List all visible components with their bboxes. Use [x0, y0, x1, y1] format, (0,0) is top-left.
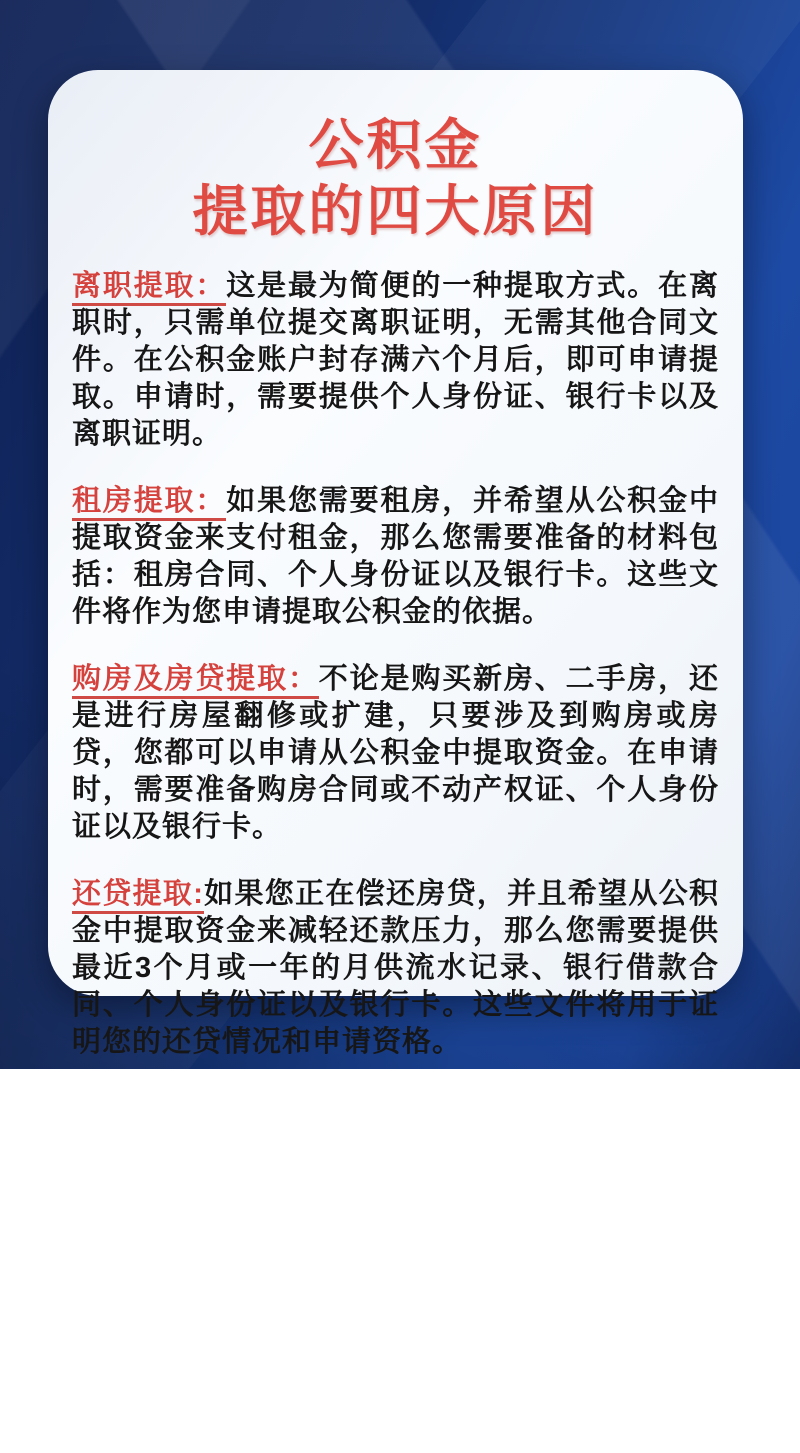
title-line-1: 公积金: [308, 114, 483, 176]
section-resignation-withdrawal: [72, 268, 719, 453]
title-line-2: 提取的四大原因: [192, 180, 599, 242]
section-body-purchase-mortgage: 不论是购买新房、二手房，还是进行房屋翻修或扩建，只要涉及到购房或房贷，您都可以申请从公积金中提取资金。在申请时，需要准备购房合同或不动产权证、个人身份证以及银行卡。: [72, 663, 719, 843]
section-purchase-mortgage-withdrawal: [72, 661, 719, 846]
section-rent-withdrawal: [72, 483, 719, 631]
section-body-loan-repayment: 如果您正在偿还房贷，并且希望从公积金中提取资金来减轻还款压力，那么您需要提供最近3个月或一年的月供流水记录、银行借款合同、个人身份证以及银行卡。这些文件将用于证明您的还贷情况和申请资格。: [72, 878, 719, 1058]
section-heading-rent: 租房提取：: [72, 485, 226, 521]
section-body-resignation: 这是最为简便的一种提取方式。在离职时，只需单位提交离职证明，无需其他合同文件。在公积金账户封存满六个月后，即可申请提取。申请时，需要提供个人身份证、银行卡以及离职证明。: [72, 270, 719, 450]
info-card: [48, 70, 743, 1058]
section-heading-loan-repayment: 还贷提取:: [72, 878, 204, 914]
section-heading-resignation: 离职提取：: [72, 270, 226, 306]
poster-title: [72, 112, 719, 244]
section-loan-repayment-withdrawal: [72, 876, 719, 1061]
section-body-rent: 如果您需要租房，并希望从公积金中提取资金来支付租金，那么您需要准备的材料包括：租房合同、个人身份证以及银行卡。这些文件将作为您申请提取公积金的依据。: [72, 485, 719, 628]
section-heading-purchase-mortgage: 购房及房贷提取：: [72, 663, 319, 699]
